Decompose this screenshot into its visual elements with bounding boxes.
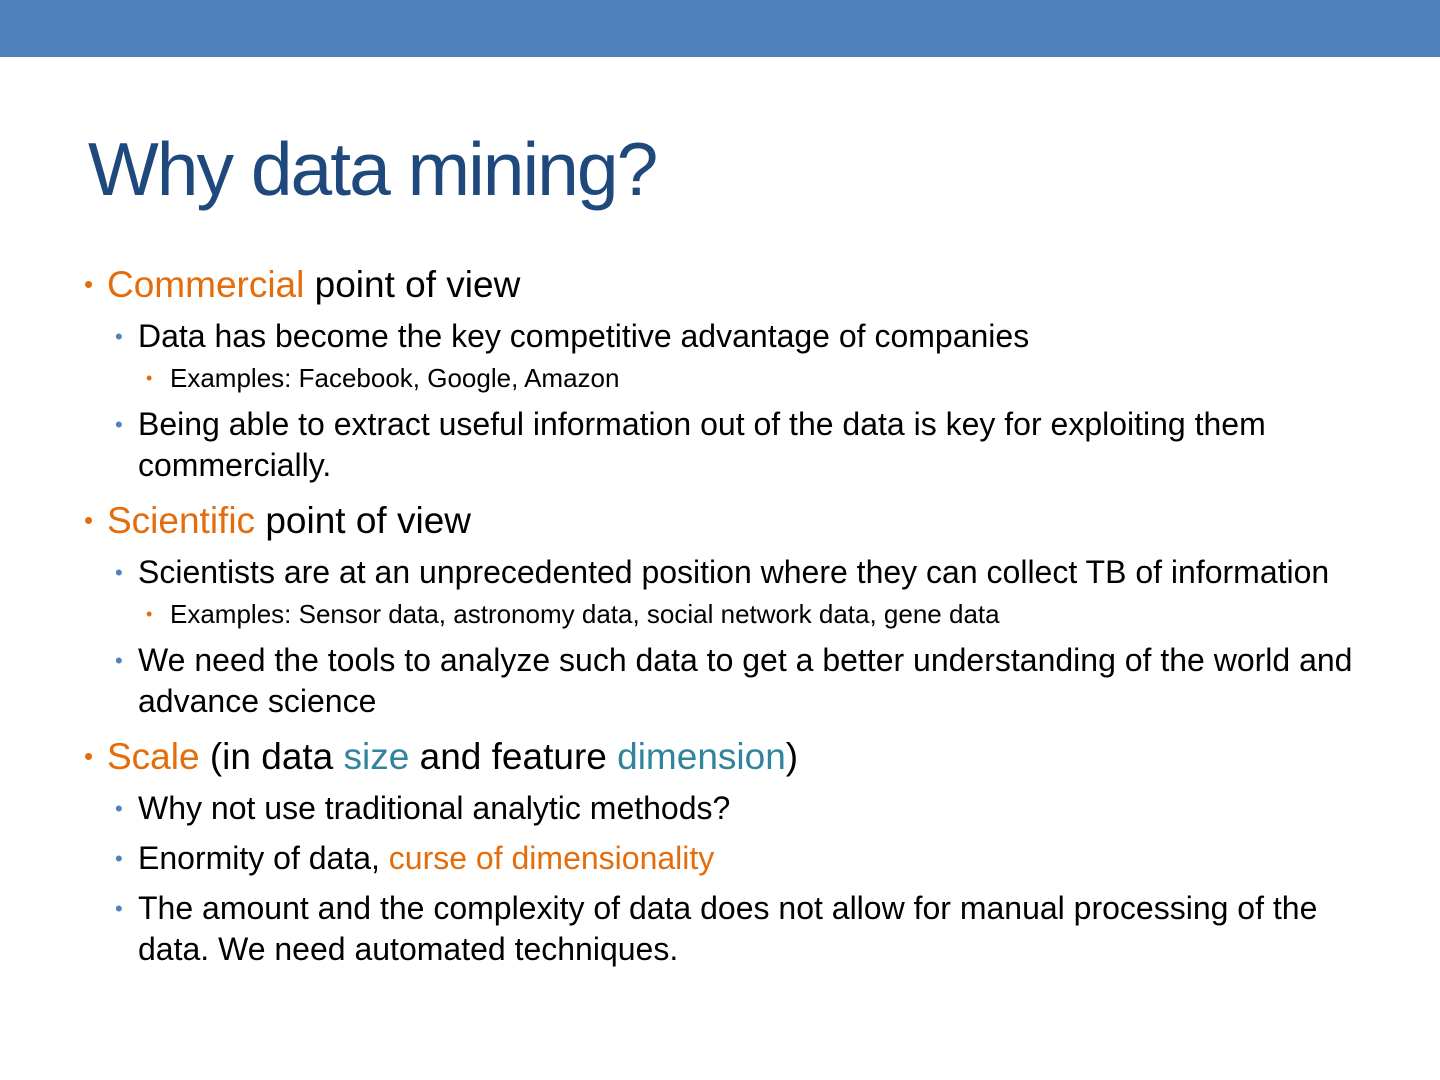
scientific-highlight: Scientific — [107, 500, 256, 541]
scale-text-3: ) — [785, 736, 799, 777]
bullet-extract-information: • Being able to extract useful information out of the data is key for exploiting them commercially. — [115, 404, 1354, 486]
scale-text-2: and feature — [409, 736, 618, 777]
scale-text-1: (in data — [199, 736, 344, 777]
slide-title: Why data mining? — [88, 127, 657, 211]
bullet-unprecedented-position: • Scientists are at an unprecedented position where they can collect TB of information — [115, 552, 1354, 593]
bullet-enormity — [115, 838, 1354, 879]
bullet-list — [84, 262, 1354, 970]
curse-of-dimensionality: curse of dimensionality — [388, 840, 715, 876]
bullet-competitive-advantage: • Data has become the key competitive advantage of companies — [115, 316, 1354, 357]
commercial-highlight: Commercial — [107, 264, 305, 305]
commercial-rest: point of view — [304, 264, 521, 305]
bullet-why-not-traditional: • Why not use traditional analytic methods? — [115, 788, 1354, 829]
scale-size-word: size — [343, 736, 410, 777]
bullet-commercial — [84, 262, 1354, 307]
bullet-commercial-examples: • Examples: Facebook, Google, Amazon — [146, 361, 1354, 395]
bullet-scientific — [84, 498, 1354, 543]
bullet-scale — [84, 734, 1354, 779]
bullet-scientific-examples: • Examples: Sensor data, astronomy data, social network data, gene data — [146, 597, 1354, 631]
enormity-text: Enormity of data, — [138, 840, 389, 876]
bullet-automated-techniques: • The amount and the complexity of data does not allow for manual processing of the data. We need automated techniques. — [115, 888, 1354, 970]
header-bar — [0, 0, 1440, 57]
scale-dimension-word: dimension — [617, 736, 786, 777]
scientific-rest: point of view — [255, 500, 472, 541]
scale-highlight: Scale — [107, 736, 200, 777]
bullet-analysis-tools: • We need the tools to analyze such data to get a better understanding of the world and advance science — [115, 640, 1354, 722]
